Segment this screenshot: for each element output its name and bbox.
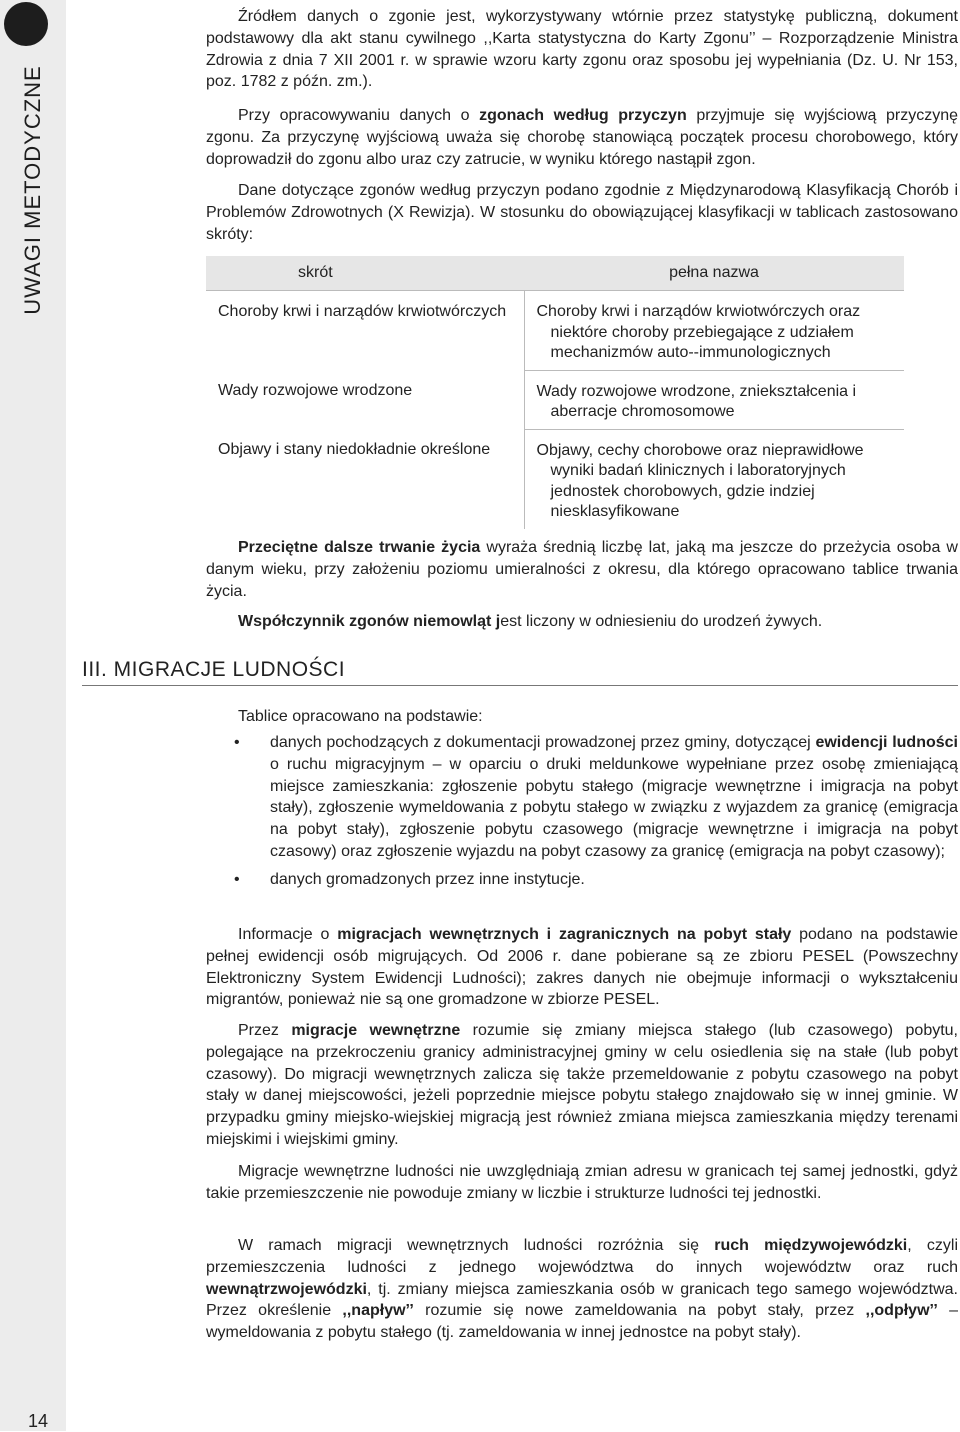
paragraph-death-causes: Przy opracowywaniu danych o zgonach według przyczyn przyjmuje się wyjściową przyczynę zgonu. Za przyczynę wyjściową uważa się chorobę stanowiącą początek procesu chorobowego, który doprowadził do zgonu albo uraz czy zatrucie, w wyniku którego nastąpił zgon. [206,107,959,168]
paragraph-permanent-migration: Informacje o migracjach wewnętrznych i zagranicznych na pobyt stały podano na podstawie pełnej ewidencji osób migrujących. Od 2006 r. dane pobierane są ze zbioru PESEL (Powszechny Elektroniczny System Ewidencji Ludności); zakres danych nie obejmuje informacji o wykształceniu migrantów, ponieważ nie są one gromadzone w zbiorze PESEL. [206,926,958,1009]
paragraph-internal-migration: Przez migracje wewnętrzne rozumie się zmiany miejsca stałego (lub czasowego) pobytu, polegające na przekroczeniu granicy administracyjnej gminy w celu osiedlenia się na stałe (lub pobyt czasowy). Do migracji wewnętrznych zalicza się także przemeldowanie z pobytu czasowego na pobyt stały w danej miejscowości, jeżeli poprzednie miejsce pobytu stałego znajdowało się w innej gminie. W przypadku gminy miejsko-wiejskiej migracją jest również zmiana miejsca zamieszkania między terenami miejskimi i wiejskimi gminy. [206,1022,959,1148]
table-row [206,429,904,529]
abbr-short: Choroby krwi i narządów krwiotwórczych [218,303,507,320]
list-item: • danych gromadzonych przez inne instytucje. [206,869,958,891]
term-inflow: ,,napływ’’ [342,1302,414,1320]
bullet-icon: • [234,870,240,888]
paragraph-life-expectancy: Przeciętne dalsze trwanie życia wyraża średnią liczbę lat, jaką ma jeszcze do przeżycia osoba w danym wieku, przy założeniu poziomu umieralności z okresu, dla którego opracowano tablice trwania życia. [206,539,958,600]
abbr-full: Wady rozwojowe wrodzone, zniekształcenia i aberracje chromosomowe [536,382,857,420]
paragraph-migration-types: W ramach migracji wewnętrznych ludności rozróżnia się ruch międzywojewódzki, czyli przemieszczenia ludności z jednego województwa do innych województw oraz ruch wewnątrzwojewódzki, tj. zmiany miejsca zamieszkania osób w granicach tego samego województwa. Przez określenie ,,napływ’’ rozumie się nowe zameldowania na pobyt stały, przez ,,odpływ’’ – wymeldowania z pobytu stałego (tj. zameldowania w innej jednostce na pobyt stały). [206,1237,959,1342]
section-title: III. MIGRACJE LUDNOŚCI [82,658,346,681]
paragraph-death-source: Źródłem danych o zgonie jest, wykorzystywany wtórnie przez statystykę publiczną, dokument podstawowy dla akt stanu cywilnego ,,Karta statystyczna do Karty Zgonu’’ – Rozporządzenie Ministra Zdrowia z dnia 7 XII 2001 r. w sprawie wzoru karty zgonu oraz sposobu jej wypełniania (Dz. U. Nr 153, poz. 1782 z późn. zm.). [206,8,958,91]
table-row [206,291,904,371]
paragraph-infant-mortality: Współczynnik zgonów niemowląt jest liczony w odniesieniu do urodzeń żywych. [238,613,823,630]
table-header-full: pełna nazwa [524,256,904,291]
term-deaths-by-cause: zgonach według przyczyn [479,107,687,124]
chapter-side-label: UWAGI METODYCZNE [20,65,45,315]
page-number: 14 [28,1411,49,1431]
chapter-marker-dot [4,2,48,46]
section-divider [82,685,958,686]
term-interprovincial: ruch międzywojewódzki [714,1237,908,1254]
abbreviations-table [206,256,904,529]
side-margin-bar [0,0,66,1431]
term-migrations: migracjach wewnętrznych i zagranicznych na pobyt stały [337,926,792,943]
term-internal-migration: migracje wewnętrzne [291,1022,461,1039]
paragraph-sources-intro: Tablice opracowano na podstawie: [238,708,483,725]
term-outflow: ,,odpływ’’ [865,1302,938,1320]
abbr-full: Choroby krwi i narządów krwiotwórczych oraz niektóre choroby przebiegające z udziałem mechanizmów auto--immunologicznych [536,303,861,361]
abbr-short: Wady rozwojowe wrodzone [218,382,413,399]
table-row [206,370,904,429]
term-life-expectancy: Przeciętne dalsze trwanie życia [238,539,481,556]
paragraph-classification: Dane dotyczące zgonów według przyczyn podano zgodnie z Międzynarodową Klasyfikacją Chorób i Problemów Zdrowotnych (X Rewizja). W stosunku do obowiązującej klasyfikacji w tablicach zastosowano skróty: [206,182,958,243]
sources-list [206,732,958,891]
term-infant-mortality: Współczynnik zgonów niemowląt j [238,613,501,630]
bullet-icon: • [234,734,240,751]
abbr-short: Objawy i stany niedokładnie określone [218,441,491,458]
term-intraprovincial: wewnątrzwojewódzki [206,1280,367,1298]
table-header-short: skrót [206,256,524,291]
abbr-full: Objawy, cechy chorobowe oraz nieprawidłowe wyniki badań klinicznych i laboratoryjnych jednostek chorobowych, gdzie indziej niesklasyfikowane [536,441,864,520]
list-item: • danych pochodzących z dokumentacji prowadzonej przez gminy, dotyczącej ewidencji ludności o ruchu migracyjnym – w oparciu o druki meldunkowe wypełniane przez osobę zmieniającą miejsce zamieszkania: zgłoszenie pobytu stałego (migracje wewnętrzne i imigracja na pobyt stały), zgłoszenie wymeldowania z pobytu stałego w związku z wyjazdem za granicę (emigracja na pobyt stały), zgłoszenie pobytu czasowego (migracje wewnętrzne i imigracja na pobyt czasowy) oraz zgłoszenie wyjazdu na pobyt czasowy za granicę (emigracja na pobyt czasowy); [234,734,958,860]
term-population-register: ewidencji ludności [815,734,958,751]
paragraph-address-changes: Migracje wewnętrzne ludności nie uwzględniają zmian adresu w granicach tej samej jednostki, gdyż takie przemieszczenie nie powoduje zmiany w liczbie i strukturze ludności tej jednostki. [206,1163,958,1202]
